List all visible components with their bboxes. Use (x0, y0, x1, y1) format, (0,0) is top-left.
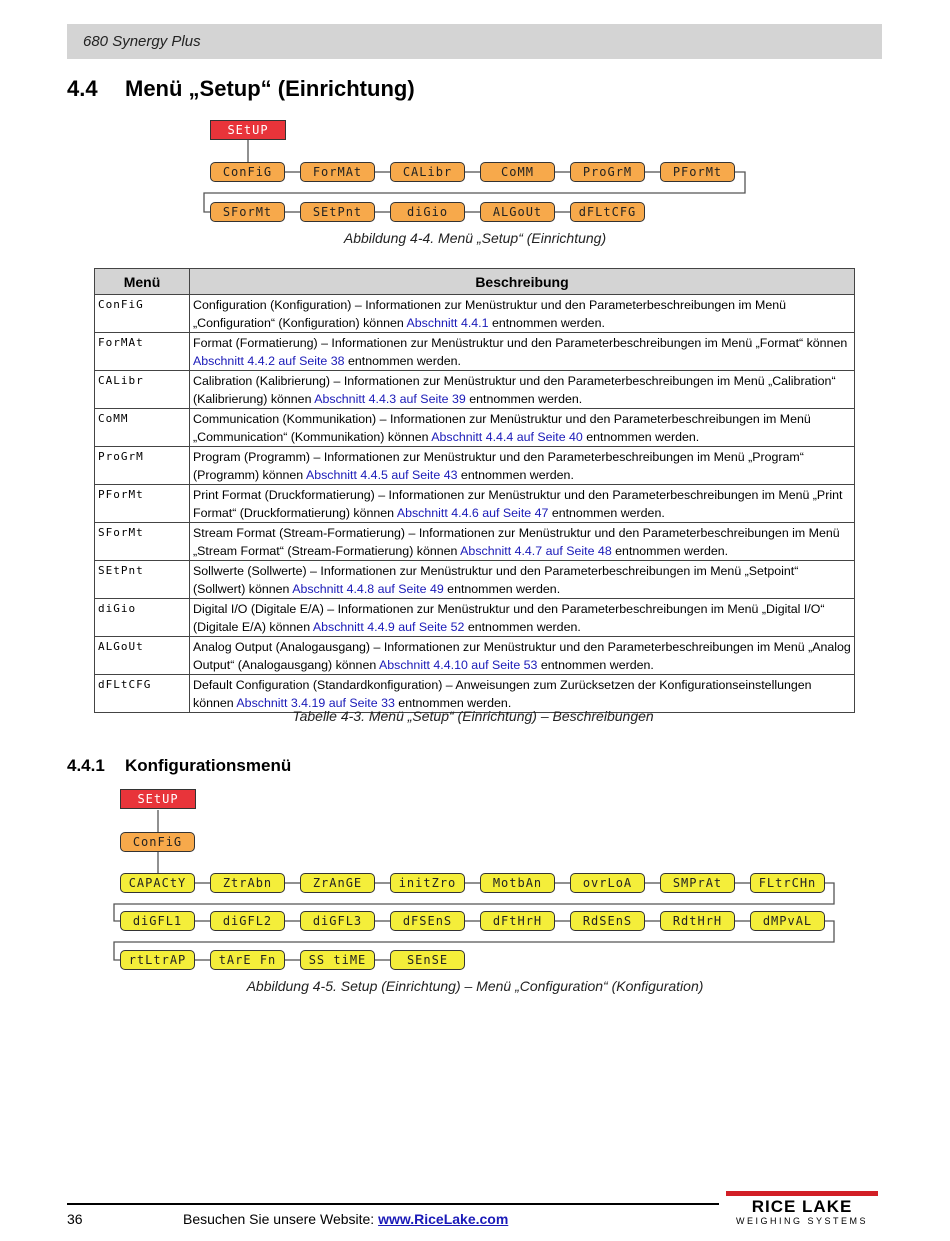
menu-node-setpnt: SEtPnt (300, 202, 375, 222)
menu-node-sformat: SForMt (210, 202, 285, 222)
menu-node-comm: CoMM (480, 162, 555, 182)
description-suffix: entnommen werden. (548, 506, 665, 520)
description-text: Program (Programm) – Informationen zur Menüstruktur und den Parameterbeschreibungen im Menü „Program“ (Programm) können (193, 450, 804, 482)
menu-node-dfltcfg: dFLtCFG (570, 202, 645, 222)
table-row (95, 295, 855, 333)
section-number: 4.4 (67, 76, 98, 101)
menu-description (190, 561, 855, 599)
description-text: Digital I/O (Digitale E/A) – Informationen zur Menüstruktur und den Parameterbeschreibungen im Menü „Digital I/O“ (Digitale E/A) können (193, 602, 825, 634)
menu-node-format: ForMAt (300, 162, 375, 182)
menu-code: ForMAt (95, 333, 190, 371)
description-text: Analog Output (Analogausgang) – Informationen zur Menüstruktur und den Parameterbeschreibungen im Menü „Analog Output“ (Analogausgang) können (193, 640, 851, 672)
description-suffix: entnommen werden. (465, 392, 583, 406)
description-suffix: entnommen werden. (457, 468, 574, 482)
param-node-dfsens: dFSEnS (390, 911, 465, 931)
menu-description (190, 637, 855, 675)
footer-label: Besuchen Sie unsere Website: (183, 1211, 379, 1227)
menu-description (190, 599, 855, 637)
menu-code: CALibr (95, 371, 190, 409)
param-node-motban: MotbAn (480, 873, 555, 893)
table-row (95, 371, 855, 409)
section-link[interactable]: Abschnitt 4.4.1 (406, 316, 489, 330)
param-node-dfthrh: dFtHrH (480, 911, 555, 931)
section-link[interactable]: Abschnitt 4.4.3 auf Seite 39 (314, 392, 466, 406)
menu-code: ProGrM (95, 447, 190, 485)
logo-subtitle: WEIGHING SYSTEMS (735, 1216, 868, 1226)
description-text: Print Format (Druckformatierung) – Informationen zur Menüstruktur und den Parameterbeschreibungen im Menü „Print Format“ (Druckformatierung) können (193, 488, 843, 520)
menu-node-calibr: CALibr (390, 162, 465, 182)
param-node-sense: SEnSE (390, 950, 465, 970)
section-link[interactable]: Abschnitt 4.4.10 auf Seite 53 (379, 658, 538, 672)
param-node-ztrabn: ZtrAbn (210, 873, 285, 893)
param-node-overload: ovrLoA (570, 873, 645, 893)
section-link[interactable]: Abschnitt 4.4.8 auf Seite 49 (292, 582, 444, 596)
param-node-zrange: ZrAnGE (300, 873, 375, 893)
subsection-title: Konfigurationsmenü (125, 756, 292, 775)
page-number: 36 (67, 1211, 83, 1227)
description-suffix: entnommen werden. (611, 544, 729, 558)
param-node-tarefn: tArE Fn (210, 950, 285, 970)
section-link[interactable]: Abschnitt 4.4.7 auf Seite 48 (460, 544, 612, 558)
table-row (95, 447, 855, 485)
menu-description (190, 523, 855, 561)
param-node-dmpval: dMPvAL (750, 911, 825, 931)
section-link[interactable]: Abschnitt 4.4.5 auf Seite 43 (305, 468, 458, 482)
menu-description (190, 333, 855, 371)
table-row (95, 637, 855, 675)
param-node-digfl1: diGFL1 (120, 911, 195, 931)
menu-code: SForMt (95, 523, 190, 561)
figure-caption-4-4: Abbildung 4-4. Menü „Setup“ (Einrichtung) (343, 230, 607, 246)
setup-menu-table (94, 268, 855, 713)
menu-code: dFLtCFG (95, 675, 190, 713)
table-row (95, 485, 855, 523)
param-node-rtltrap: rtLtrAP (120, 950, 195, 970)
table-row (95, 561, 855, 599)
description-suffix: entnommen werden. (582, 430, 700, 444)
column-header-description: Beschreibung (190, 269, 855, 295)
setup-root-node: SEtUP (120, 789, 196, 809)
section-link[interactable]: Abschnitt 3.4.19 auf Seite 33 (236, 696, 395, 710)
subsection-number: 4.4.1 (67, 756, 105, 775)
rice-lake-logo (726, 1191, 878, 1227)
menu-description (190, 295, 855, 333)
description-suffix: entnommen werden. (344, 354, 461, 368)
param-node-capacity: CAPACtY (120, 873, 195, 893)
logo-bar (726, 1191, 878, 1196)
website-link[interactable]: www.RiceLake.com (378, 1211, 509, 1227)
description-suffix: entnommen werden. (443, 582, 561, 596)
menu-description (190, 371, 855, 409)
menu-description (190, 485, 855, 523)
menu-code: ConFiG (95, 295, 190, 333)
column-header-menu: Menü (95, 269, 190, 295)
menu-code: SEtPnt (95, 561, 190, 599)
menu-code: CoMM (95, 409, 190, 447)
menu-description (190, 447, 855, 485)
table-caption-4-3: Tabelle 4-3. Menü „Setup“ (Einrichtung) – Beschreibungen (292, 708, 654, 724)
table-row (95, 333, 855, 371)
menu-node-algout: ALGoUt (480, 202, 555, 222)
param-node-rdthrh: RdtHrH (660, 911, 735, 931)
description-suffix: entnommen werden. (537, 658, 654, 672)
description-suffix: entnommen werden. (464, 620, 581, 634)
menu-node-config: ConFiG (210, 162, 285, 182)
menu-code: ALGoUt (95, 637, 190, 675)
description-text: Format (Formatierung) – Informationen zur Menüstruktur und den Parameterbeschreibungen im Menü „Format“ können (193, 336, 848, 350)
param-node-digfl3: diGFL3 (300, 911, 375, 931)
table-row (95, 523, 855, 561)
config-menu-node: ConFiG (120, 832, 195, 852)
figure-caption-4-5: Abbildung 4-5. Setup (Einrichtung) – Menü „Configuration“ (Konfiguration) (246, 978, 704, 994)
menu-code: diGio (95, 599, 190, 637)
logo-name: RICE LAKE (751, 1197, 853, 1216)
description-text: Calibration (Kalibrierung) – Informationen zur Menüstruktur und den Parameterbeschreibungen im Menü „Calibration“ (Kalibrierung) können (193, 374, 836, 406)
menu-description (190, 409, 855, 447)
table-header-row (95, 269, 855, 295)
footer-website-line (183, 1211, 508, 1227)
table-row (95, 409, 855, 447)
section-link[interactable]: Abschnitt 4.4.2 auf Seite 38 (193, 354, 345, 368)
param-node-rdsens: RdSEnS (570, 911, 645, 931)
table-row (95, 599, 855, 637)
menu-node-digio: diGio (390, 202, 465, 222)
param-node-digfl2: diGFL2 (210, 911, 285, 931)
description-suffix: entnommen werden. (488, 316, 605, 330)
description-text: Default Configuration (Standardkonfiguration) – Anweisungen zum Zurücksetzen der Konfigurationseinstellungen können (193, 678, 812, 710)
param-node-sstime: SS tiME (300, 950, 375, 970)
setup-root-node: SEtUP (210, 120, 286, 140)
table-row (95, 675, 855, 713)
document-title: 680 Synergy Plus (83, 33, 201, 50)
section-link[interactable]: Abschnitt 4.4.4 auf Seite 40 (431, 430, 583, 444)
footer-rule (67, 1203, 719, 1205)
param-node-smprat: SMPrAt (660, 873, 735, 893)
description-text: Stream Format (Stream-Formatierung) – Informationen zur Menüstruktur und den Parameterbeschreibungen im Menü „Stream Format“ (Stream-Formatierung) können (193, 526, 840, 558)
menu-node-program: ProGrM (570, 162, 645, 182)
description-text: Configuration (Konfiguration) – Informationen zur Menüstruktur und den Parameterbeschreibungen im Menü „Configuration“ (Konfiguration) können (193, 298, 787, 330)
menu-code: PForMt (95, 485, 190, 523)
menu-description (190, 675, 855, 713)
description-text: Communication (Kommunikation) – Informationen zur Menüstruktur und den Parameterbeschreibungen im Menü „Communication“ (Kommunikation) können (193, 412, 811, 444)
menu-node-pformat: PForMt (660, 162, 735, 182)
param-node-initzro: initZro (390, 873, 465, 893)
section-link[interactable]: Abschnitt 4.4.6 auf Seite 47 (396, 506, 549, 520)
description-text: Sollwerte (Sollwerte) – Informationen zur Menüstruktur und den Parameterbeschreibungen im Menü „Setpoint“ (Sollwert) können (193, 564, 799, 596)
section-title: Menü „Setup“ (Einrichtung) (125, 76, 415, 101)
param-node-fltrchn: FLtrCHn (750, 873, 825, 893)
description-suffix: entnommen werden. (394, 696, 512, 710)
section-link[interactable]: Abschnitt 4.4.9 auf Seite 52 (312, 620, 465, 634)
